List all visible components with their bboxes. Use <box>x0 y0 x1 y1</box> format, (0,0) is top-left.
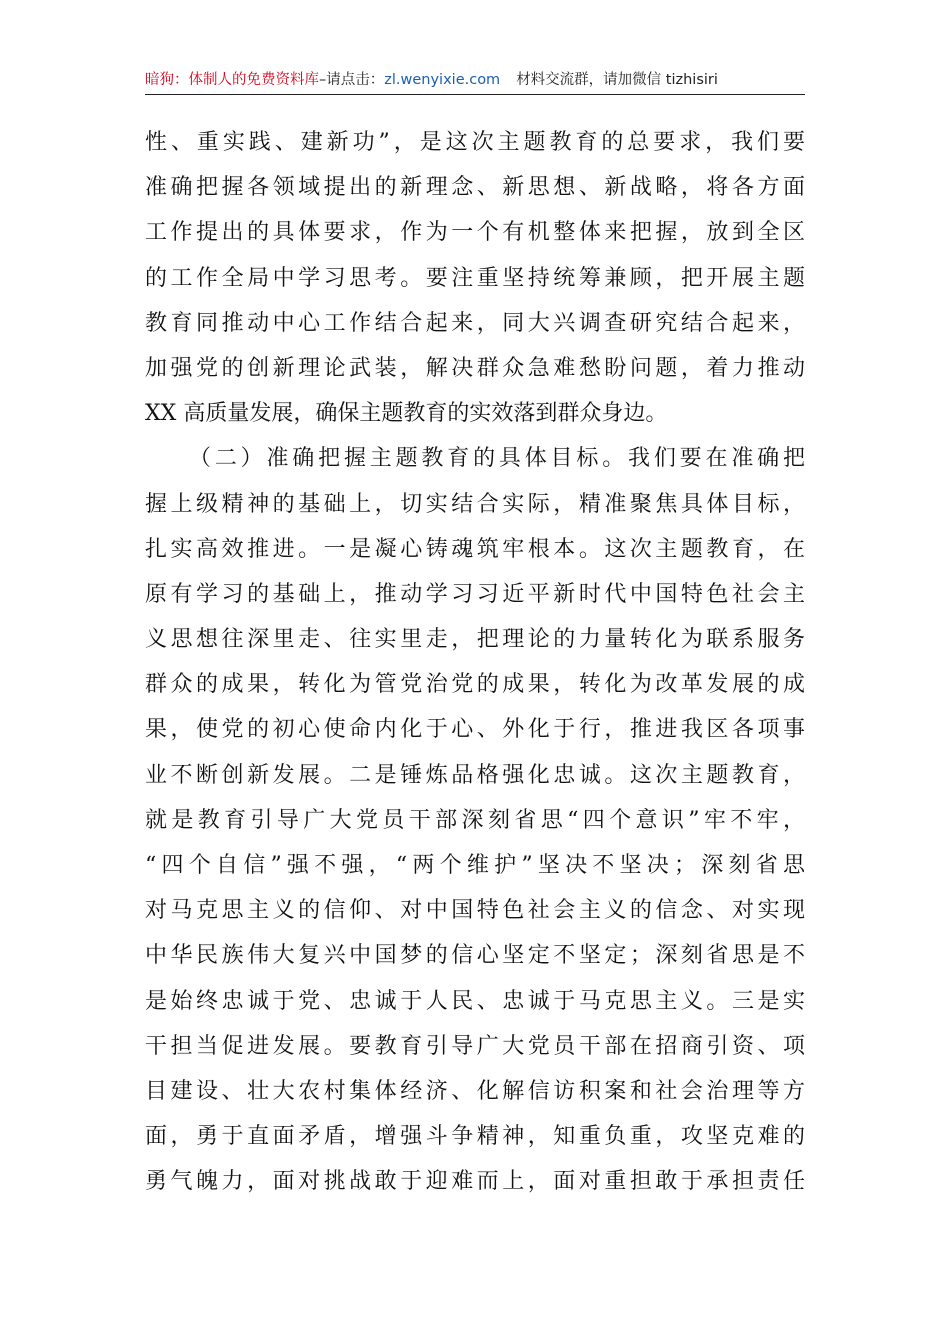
header-click-prefix: –请点击： <box>319 72 385 88</box>
text-line: 准确把握各领域提出的新理念、新思想、新战略，将各方面 <box>145 175 805 201</box>
text-line: 加强党的创新理论武装，解决群众急难愁盼问题，着力推动 <box>145 355 805 381</box>
text-line: 就是教育引导广大党员干部深刻省思“四个意识”牢不牢， <box>145 807 805 833</box>
header-brand: 暗狗：体制人的免费资料库 <box>145 72 319 88</box>
text-line: 业不断创新发展。二是锤炼品格强化忠诚。这次主题教育， <box>145 762 805 788</box>
text-line: 目建设、壮大农村集体经济、化解信访积案和社会治理等方 <box>145 1078 805 1104</box>
header-url-link[interactable]: zl.wenyixie.com <box>384 72 501 88</box>
header-wechat-note: 材料交流群，请加微信 tizhisiri <box>516 72 718 88</box>
text-line: 握上级精神的基础上，切实结合实际，精准聚焦具体目标， <box>145 491 805 517</box>
text-line: 性、重实践、建新功”，是这次主题教育的总要求，我们要 <box>145 130 805 155</box>
paragraph-2 <box>145 436 805 1204</box>
text-line: 教育同推动中心工作结合起来，同大兴调查研究结合起来， <box>145 310 805 336</box>
page-header <box>145 66 805 95</box>
text-line-indented: （二）准确把握主题教育的具体目标。我们要在准确把 <box>189 446 805 472</box>
paragraph-1 <box>145 120 805 436</box>
text-line: 是始终忠诚于党、忠诚于人民、忠诚于马克思主义。三是实 <box>145 988 805 1014</box>
document-body <box>145 120 805 1205</box>
text-line: 的工作全局中学习思考。要注重坚持统筹兼顾，把开展主题 <box>145 265 805 291</box>
text-line: 勇气魄力，面对挑战敢于迎难而上，面对重担敢于承担责任 <box>145 1169 805 1195</box>
text-line: 工作提出的具体要求，作为一个有机整体来把握，放到全区 <box>145 220 805 246</box>
text-line: 面，勇于直面矛盾，增强斗争精神，知重负重，攻坚克难的 <box>145 1124 805 1150</box>
text-line: 对马克思主义的信仰、对中国特色社会主义的信念、对实现 <box>145 898 805 924</box>
text-line: 原有学习的基础上，推动学习习近平新时代中国特色社会主 <box>145 581 805 607</box>
text-line: 果，使党的初心使命内化于心、外化于行，推进我区各项事 <box>145 717 805 743</box>
text-line: XX 高质量发展，确保主题教育的实效落到群众身边。 <box>145 401 668 427</box>
text-line: 中华民族伟大复兴中国梦的信心坚定不坚定；深刻省思是不 <box>145 943 805 969</box>
text-line: 义思想往深里走、往实里走，把理论的力量转化为联系服务 <box>145 627 805 653</box>
text-line: 干担当促进发展。要教育引导广大党员干部在招商引资、项 <box>145 1033 805 1059</box>
text-line: 群众的成果，转化为管党治党的成果，转化为改革发展的成 <box>145 672 805 698</box>
text-line: “四个自信”强不强，“两个维护”坚决不坚决；深刻省思 <box>145 853 805 878</box>
text-line: 扎实高效推进。一是凝心铸魂筑牢根本。这次主题教育，在 <box>145 536 805 562</box>
